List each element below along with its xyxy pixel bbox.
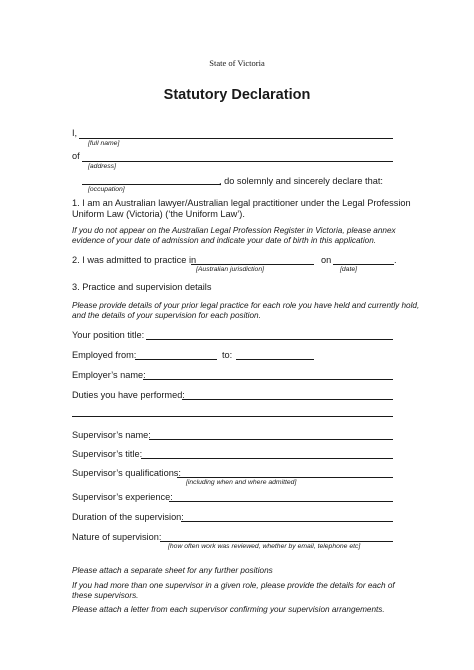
state-label: State of Victoria <box>209 58 265 68</box>
declare-text: , do solemnly and sincerely declare that: <box>219 176 383 186</box>
employed-to-field[interactable] <box>236 359 314 360</box>
section2-end: . <box>394 255 397 265</box>
employed-from-label: Employed from: <box>72 350 137 360</box>
position-title-label: Your position title: <box>72 330 145 340</box>
section3-note1: Please provide details of your prior legal practice for each role you have held and currently hold, <box>72 301 420 310</box>
supervisor-title-label: Supervisor’s title: <box>72 449 143 459</box>
nature-caption: [how often work was reviewed, whether by email, telephone etc] <box>168 543 361 550</box>
occupation-field[interactable] <box>82 184 221 185</box>
supervisor-title-field[interactable] <box>141 458 393 459</box>
supervisor-name-field[interactable] <box>149 439 393 440</box>
section1-line1: 1. I am an Australian lawyer/Australian legal practitioner under the Legal Profession <box>72 198 411 208</box>
address-field[interactable] <box>82 161 393 162</box>
full-name-field[interactable] <box>79 138 393 139</box>
footer-note-1: Please attach a separate sheet for any further positions <box>72 566 273 575</box>
duties-field-1[interactable] <box>182 399 393 400</box>
jurisdiction-caption: [Australian jurisdiction] <box>196 266 264 273</box>
nature-field[interactable] <box>160 541 393 542</box>
jurisdiction-field[interactable] <box>191 264 314 265</box>
occupation-caption: [occupation] <box>88 186 125 193</box>
to-label: to: <box>222 350 233 360</box>
i-label: I, <box>72 128 78 138</box>
date-caption: [date] <box>340 266 358 273</box>
section1-note2: evidence of your date of admission and indicate your date of birth in this application. <box>72 236 377 245</box>
nature-label: Nature of supervision: <box>72 532 162 542</box>
section3-note2: and the details of your supervision for each position. <box>72 311 261 320</box>
employer-name-label: Employer’s name: <box>72 370 146 380</box>
footer-note-3: Please attach a letter from each supervisor confirming your supervision arrangements. <box>72 605 385 614</box>
duration-label: Duration of the supervision: <box>72 512 184 522</box>
duration-field[interactable] <box>181 521 393 522</box>
duties-field-2[interactable] <box>72 416 393 417</box>
page-title: Statutory Declaration <box>163 87 311 103</box>
employed-from-field[interactable] <box>135 359 217 360</box>
supervisor-qualifications-field[interactable] <box>177 477 393 478</box>
on-label: on <box>321 255 332 265</box>
employer-name-field[interactable] <box>143 379 393 380</box>
supervisor-experience-label: Supervisor’s experience: <box>72 492 173 502</box>
date-field[interactable] <box>333 264 394 265</box>
position-title-field[interactable] <box>146 339 393 340</box>
footer-note-2b: these supervisors. <box>72 591 139 600</box>
section1-note1: If you do not appear on the Australian Legal Profession Register in Victoria, please annex <box>72 226 396 235</box>
qualifications-caption: [including when and where admitted] <box>186 479 297 486</box>
duties-label: Duties you have performed: <box>72 390 185 400</box>
address-caption: [address] <box>88 163 116 170</box>
section3-heading: 3. Practice and supervision details <box>72 282 212 292</box>
section2-text: 2. I was admitted to practice in <box>72 255 197 265</box>
of-label: of <box>72 151 80 161</box>
full-name-caption: [full name] <box>88 140 120 147</box>
footer-note-2a: If you had more than one supervisor in a given role, please provide the details for each of <box>72 581 395 590</box>
supervisor-experience-field[interactable] <box>169 501 393 502</box>
section1-line2: Uniform Law (Victoria) (‘the Uniform Law’). <box>72 209 245 219</box>
supervisor-name-label: Supervisor’s name: <box>72 430 151 440</box>
supervisor-qualifications-label: Supervisor’s qualifications: <box>72 468 181 478</box>
